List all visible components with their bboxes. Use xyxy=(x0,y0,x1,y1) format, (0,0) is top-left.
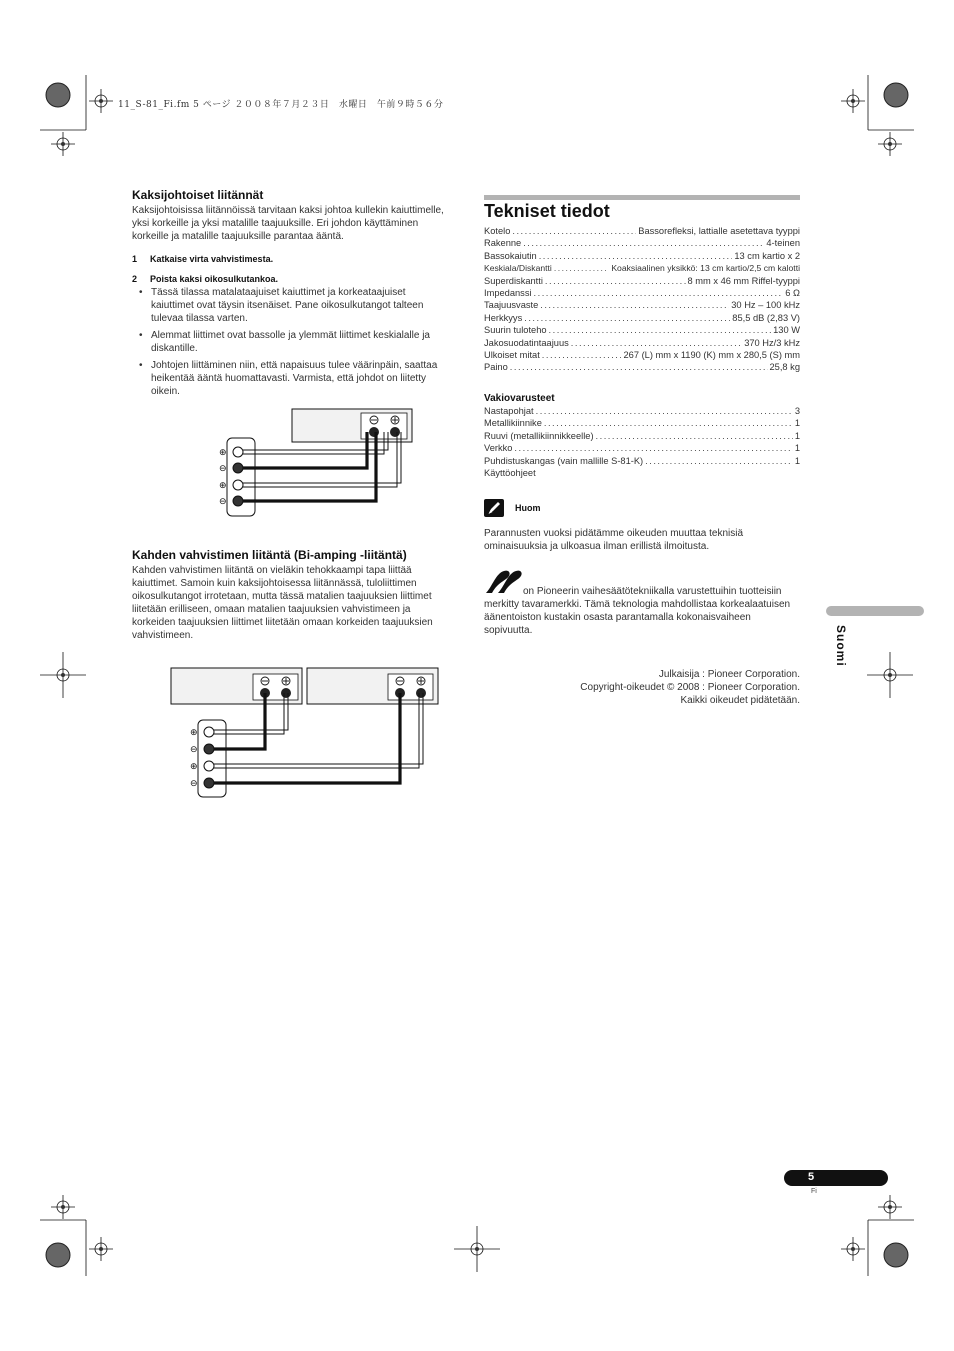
spec-label: Bassokaiutin xyxy=(484,250,537,261)
accessory-row xyxy=(484,417,800,429)
spec-value: 25,8 kg xyxy=(769,362,800,373)
spec-label: Suurin tuloteho xyxy=(484,325,547,336)
spec-label: Taajuusvaste xyxy=(484,300,539,311)
step-2 xyxy=(132,274,446,284)
spec-row xyxy=(484,250,800,262)
spec-row xyxy=(484,337,800,349)
accessories-section xyxy=(484,393,800,479)
spec-value: 130 W xyxy=(773,325,800,336)
step-number: 2 xyxy=(132,274,138,284)
step-number: 1 xyxy=(132,254,138,264)
page-title: Tekniset tiedot xyxy=(484,201,610,221)
language-tab-label: Suomi xyxy=(834,625,848,667)
spec-value: 4-teinen xyxy=(766,238,800,249)
accessory-count: 1 xyxy=(794,418,800,429)
accessory-label: Nastapohjat xyxy=(484,406,534,416)
spec-row xyxy=(484,299,800,311)
spec-row xyxy=(484,312,800,324)
section-bi-wiring xyxy=(132,188,446,402)
section-heading: Kahden vahvistimen liitäntä (Bi-amping -liitäntä) xyxy=(132,548,407,562)
rights-line: Kaikki oikeudet pidätetään. xyxy=(680,695,800,706)
spec-value: 6 Ω xyxy=(785,288,800,299)
bi-wiring-diagram xyxy=(195,405,415,520)
minus-symbol: ⊖ xyxy=(190,745,198,755)
spec-label: Rakenne xyxy=(484,238,522,249)
plus-symbol: ⊕ xyxy=(219,481,227,491)
file-header: 11_S-81_Fi.fm 5 ページ ２００８年７月２３日 水曜日 午前９時５６分 xyxy=(118,100,444,110)
language-tab-bar xyxy=(826,606,924,616)
spec-row xyxy=(484,361,800,373)
spec-value: 370 Hz/3 kHz xyxy=(744,337,800,348)
minus-symbol: ⊖ xyxy=(219,464,227,474)
minus-symbol: ⊖ xyxy=(190,779,198,789)
spec-value: 267 (L) mm x 1190 (K) mm x 280,5 (S) mm xyxy=(623,350,800,361)
step-text: Katkaise virta vahvistimesta. xyxy=(150,254,274,264)
spec-value: 85,5 dB (2,83 V) xyxy=(732,312,800,323)
spec-list xyxy=(484,225,800,374)
spec-value: 8 mm x 46 mm Riffel-tyyppi xyxy=(687,275,800,286)
spec-row xyxy=(484,262,800,274)
page-number-badge xyxy=(784,1170,888,1186)
spec-row xyxy=(484,324,800,336)
accessory-label: Puhdistuskangas (vain mallille S-81-K) xyxy=(484,455,644,466)
section-text: Kahden vahvistimen liitäntä on vieläkin tehokkaampi tapa liittää kaiuttimet. Samoin kuin kaksijohtoisessa liitännässä, tuloliittimen oikosulkutangot irrotetaan, mutta tässä matalien taajuuksien liittimet liitetään erilliseen, omaan matalien taajuuksien vahvistimeen ja korkeiden taajuuksien liittimet liitetään omaan korkeiden taajuuksien vahvistimeen. xyxy=(132,565,433,641)
spec-label: Herkkyys xyxy=(484,312,523,323)
step-text: Poista kaksi oikosulkutankoa. xyxy=(150,274,279,284)
spec-label: Jakosuodatintaajuus xyxy=(484,337,569,348)
accessory-count: 1 xyxy=(794,443,800,454)
list-item: • Johtojen liittäminen niin, että napaisuus tulee väärinpäin, saattaa heikentää ääntä huomattavasti. Varmista, että johdot on liitetty oikein. xyxy=(132,359,446,398)
accessory-count: 1 xyxy=(794,455,800,466)
accessory-row xyxy=(484,442,800,454)
spec-label: Keskiala/Diskantti xyxy=(484,263,552,274)
spec-label: Superdiskantti xyxy=(484,275,543,286)
spec-label: Ulkoiset mitat xyxy=(484,350,540,361)
page-number: 5 xyxy=(808,1171,815,1183)
page-language: Fi xyxy=(811,1188,817,1195)
plus-symbol: ⊕ xyxy=(190,762,198,772)
spec-value: 30 Hz – 100 kHz xyxy=(731,300,800,311)
accessory-row xyxy=(484,455,800,467)
note-icon xyxy=(484,499,504,517)
minus-symbol: ⊖ xyxy=(219,497,227,507)
bi-amping-diagram xyxy=(165,664,445,804)
accessory-label: Metallikiinnike xyxy=(484,418,542,429)
manual-item: Käyttöohjeet xyxy=(484,468,536,479)
title-bar xyxy=(484,195,800,200)
plus-symbol: ⊕ xyxy=(190,728,198,738)
spec-row xyxy=(484,237,800,249)
spec-label: Impedanssi xyxy=(484,288,532,299)
spec-label: Paino xyxy=(484,362,508,373)
spec-label: Kotelo xyxy=(484,226,511,236)
accessory-row xyxy=(484,405,800,417)
spec-row xyxy=(484,225,800,237)
publisher-line: Julkaisija : Pioneer Corporation. xyxy=(658,669,800,680)
spec-row xyxy=(484,349,800,361)
accessory-count: 3 xyxy=(794,406,800,416)
section-intro: Kaksijohtoisissa liitännöissä tarvitaan kaksi johtoa kullekin kaiuttimelle, yksi korkeille ja yksi matalille taajuuksille. Eri johdon käyttäminen korkeille ja matalille taajuuksille parantaa ääntä. xyxy=(132,205,444,242)
spec-row xyxy=(484,287,800,299)
plus-symbol: ⊕ xyxy=(219,448,227,458)
bullet-list xyxy=(132,286,446,398)
spec-value: 13 cm kartio x 2 xyxy=(734,250,800,261)
spec-row xyxy=(484,275,800,287)
section-heading: Kaksijohtoiset liitännät xyxy=(132,188,264,202)
note-label: Huom xyxy=(515,503,541,513)
logo-description: on Pioneerin vaihesäätötekniikalla varustettuihin tuotteisiin merkitty tavaramerkki. Tämä teknologia mahdollistaa korkealaatuisen äänentoiston kustakin osasta parantamalla kokonaisvaiheen sopivuutta. xyxy=(484,586,791,636)
spec-value: Bassorefleksi, lattialle asetettava tyyppi xyxy=(638,226,800,236)
accessories-heading: Vakiovarusteet xyxy=(484,393,555,404)
list-item: • Tässä tilassa matalataajuiset kaiuttimet ja korkeataajuiset kaiuttimet ovat täysin itsenäiset. Pane oikosulkutangot talteen tulevaa tilassa varten. xyxy=(132,286,446,325)
note-text: Parannusten vuoksi pidätämme oikeuden muuttaa teknisiä ominaisuuksia ja ulkoasua ilman erillistä ilmoitusta. xyxy=(484,528,744,552)
accessory-label: Ruuvi (metallikiinnikkeelle) xyxy=(484,430,594,441)
accessory-row xyxy=(484,430,800,442)
copyright-line: Copyright-oikeudet © 2008 : Pioneer Corporation. xyxy=(580,682,800,693)
list-item: • Alemmat liittimet ovat bassolle ja ylemmät liittimet keskialalle ja diskantille. xyxy=(132,329,446,355)
accessory-count: 1 xyxy=(794,430,800,441)
publisher-block xyxy=(484,668,800,707)
accessory-label: Verkko xyxy=(484,443,513,454)
section-bi-amping xyxy=(132,548,446,642)
step-1 xyxy=(132,254,446,264)
spec-value: Koaksiaalinen yksikkö: 13 cm kartio/2,5 cm kalotti xyxy=(611,263,800,274)
